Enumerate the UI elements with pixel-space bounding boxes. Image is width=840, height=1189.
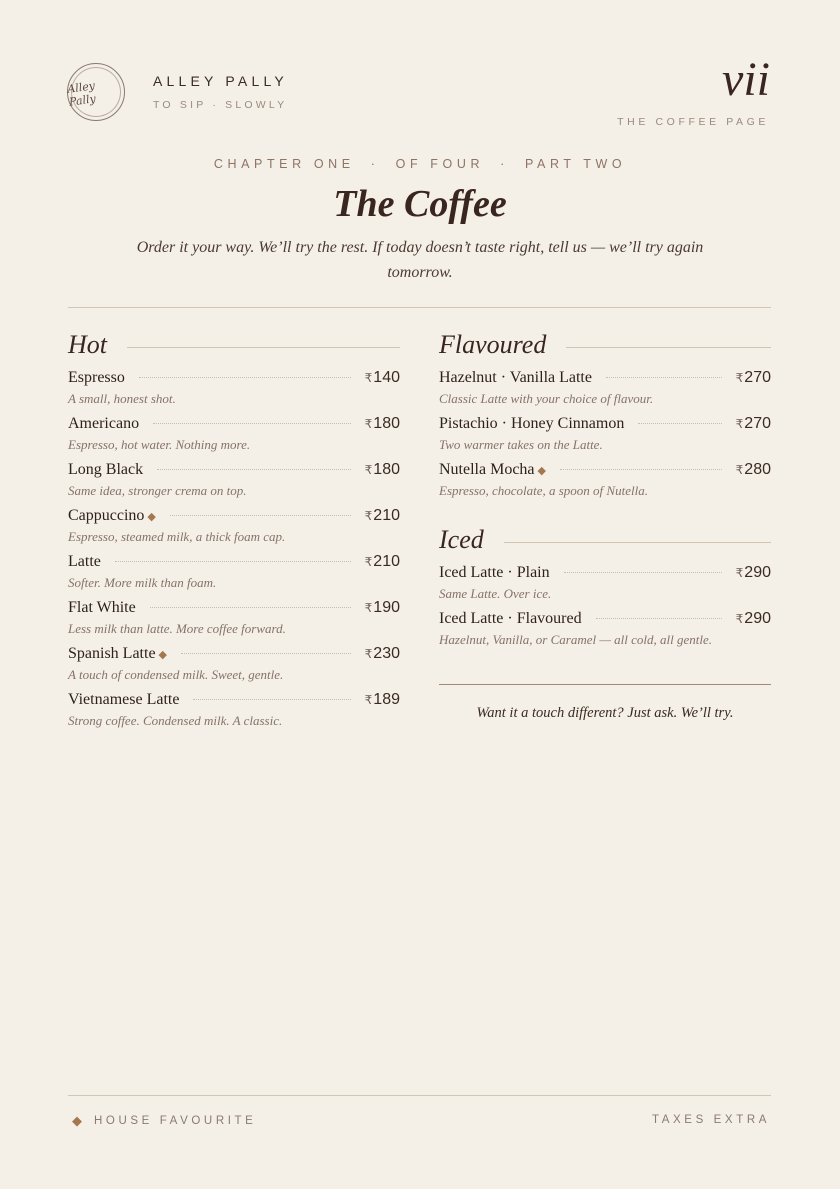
brand-name: ALLEY PALLY [153, 73, 288, 89]
divider [68, 307, 771, 308]
rupee-symbol: ₹ [364, 647, 373, 661]
dotted-leader [564, 572, 722, 573]
menu-item-row [68, 507, 400, 528]
item-name: Pistachio · Honey Cinnamon [439, 415, 625, 432]
item-name: Latte [68, 553, 101, 570]
rupee-symbol: ₹ [364, 463, 373, 477]
menu-item-row [439, 564, 771, 585]
item-price [365, 553, 400, 571]
brand-block [153, 73, 288, 111]
menu-item-row [68, 369, 400, 390]
favourite-legend [72, 1113, 256, 1129]
page-number: vii [722, 53, 770, 106]
price-amount: 290 [744, 610, 771, 627]
rupee-symbol: ₹ [364, 371, 373, 385]
item-description: Espresso, hot water. Nothing more. [68, 437, 251, 452]
diamond-icon: ◆ [147, 511, 156, 523]
hot-column [68, 330, 400, 737]
item-price [365, 599, 400, 617]
price-amount: 140 [373, 369, 400, 386]
item-name: Iced Latte · Flavoured [439, 610, 582, 627]
section-rule [127, 347, 400, 348]
kicker-part: PART TWO [525, 157, 627, 171]
price-amount: 190 [373, 599, 400, 616]
menu-item [68, 507, 400, 553]
menu-list-iced [439, 564, 771, 656]
menu-item-row [68, 645, 400, 666]
rupee-symbol: ₹ [364, 693, 373, 707]
footer-divider [68, 1095, 771, 1096]
price-amount: 189 [373, 691, 400, 708]
item-name: Long Black [68, 461, 144, 478]
price-amount: 290 [744, 564, 771, 581]
item-description: Espresso, steamed milk, a thick foam cap. [68, 529, 286, 544]
item-description: Hazelnut, Vanilla, or Caramel — all cold, all gentle. [439, 632, 712, 647]
menu-item-row [68, 691, 400, 712]
menu-item-row [439, 461, 771, 482]
section-header-iced [439, 525, 771, 555]
item-description: A touch of condensed milk. Sweet, gentle. [68, 667, 284, 682]
item-name: Espresso [68, 369, 125, 386]
price-amount: 270 [744, 415, 771, 432]
menu-item-row [439, 369, 771, 390]
item-price [736, 461, 771, 479]
menu-item [68, 553, 400, 599]
item-description: Same idea, stronger crema on top. [68, 483, 247, 498]
menu-item [68, 599, 400, 645]
item-price [365, 507, 400, 525]
dotted-leader [115, 561, 351, 562]
section-title-flavoured: Flavoured [439, 330, 547, 359]
item-name: Hazelnut · Vanilla Latte [439, 369, 592, 386]
menu-item-row [439, 415, 771, 436]
diamond-icon: ◆ [72, 1113, 82, 1128]
menu-item [68, 691, 400, 737]
item-price [365, 369, 400, 387]
menu-item [439, 564, 771, 610]
dotted-leader [606, 377, 722, 378]
item-name: Nutella Mocha [439, 461, 535, 478]
menu-item [68, 369, 400, 415]
section-rule [566, 347, 771, 348]
price-amount: 280 [744, 461, 771, 478]
item-name: Cappuccino [68, 507, 145, 524]
item-description: Same Latte. Over ice. [439, 586, 552, 601]
chapter-kicker [0, 157, 840, 171]
dotted-leader [150, 607, 351, 608]
rupee-symbol: ₹ [735, 566, 744, 580]
rupee-symbol: ₹ [735, 371, 744, 385]
menu-item [68, 461, 400, 507]
intro-text: Order it your way. We’ll try the rest. If today doesn’t taste right, tell us — we’ll try again tomorrow. [136, 239, 704, 281]
price-amount: 180 [373, 461, 400, 478]
item-description: Less milk than latte. More coffee forward. [68, 621, 286, 636]
dotted-leader [181, 653, 351, 654]
item-description: Strong coffee. Condensed milk. A classic. [68, 713, 283, 728]
dotted-leader [170, 515, 351, 516]
dotted-leader [153, 423, 351, 424]
item-price [736, 610, 771, 628]
item-price [365, 645, 400, 663]
menu-item [439, 610, 771, 656]
item-name: Iced Latte · Plain [439, 564, 550, 581]
item-price [365, 415, 400, 433]
price-amount: 270 [744, 369, 771, 386]
rupee-symbol: ₹ [735, 612, 744, 626]
item-price [736, 369, 771, 387]
rupee-symbol: ₹ [735, 463, 744, 477]
menu-item [68, 415, 400, 461]
menu-item-row [68, 461, 400, 482]
item-price [736, 415, 771, 433]
diamond-icon: ◆ [537, 465, 546, 477]
rupee-symbol: ₹ [364, 509, 373, 523]
kicker-of-four: OF FOUR [395, 157, 485, 171]
menu-item [439, 461, 771, 507]
flavoured-iced-column [439, 330, 771, 656]
item-name: Americano [68, 415, 140, 432]
kicker-separator: · [500, 157, 509, 171]
menu-item-row [68, 553, 400, 574]
dotted-leader [596, 618, 722, 619]
menu-item [68, 645, 400, 691]
price-amount: 180 [373, 415, 400, 432]
item-description: Classic Latte with your choice of flavour. [439, 391, 654, 406]
logo-badge [67, 63, 125, 121]
rupee-symbol: ₹ [364, 555, 373, 569]
rupee-symbol: ₹ [735, 417, 744, 431]
kicker-separator: · [370, 157, 380, 171]
item-price [365, 461, 400, 479]
item-price [365, 691, 400, 709]
item-description: A small, honest shot. [68, 391, 176, 406]
price-amount: 210 [373, 553, 400, 570]
item-name: Vietnamese Latte [68, 691, 180, 708]
item-description: Softer. More milk than foam. [68, 575, 217, 590]
item-name: Spanish Latte [68, 645, 156, 662]
taxes-note: TAXES EXTRA [652, 1114, 770, 1126]
dotted-leader [638, 423, 721, 424]
item-description: Two warmer takes on the Latte. [439, 437, 603, 452]
diamond-icon: ◆ [158, 649, 168, 661]
dotted-leader [139, 377, 351, 378]
kicker-chapter: CHAPTER ONE [213, 157, 355, 171]
item-name: Flat White [68, 599, 136, 616]
cta-divider [439, 684, 771, 685]
menu-item [439, 369, 771, 415]
brand-tagline: TO SIP · SLOWLY [153, 99, 288, 111]
menu-list-flavoured [439, 369, 771, 507]
iced-section [439, 525, 771, 656]
menu-item [439, 415, 771, 461]
item-description: Espresso, chocolate, a spoon of Nutella. [439, 483, 648, 498]
page-title: The Coffee [333, 183, 507, 225]
section-header-flavoured [439, 330, 771, 360]
section-title-iced: Iced [439, 525, 484, 554]
item-price [736, 564, 771, 582]
page-label: THE COFFEE PAGE [617, 116, 769, 128]
price-amount: 230 [373, 645, 400, 662]
price-amount: 210 [373, 507, 400, 524]
section-title-hot: Hot [68, 330, 107, 359]
menu-item-row [68, 415, 400, 436]
rupee-symbol: ₹ [364, 417, 373, 431]
logo-text: Alley Pally [66, 79, 97, 109]
menu-item-row [68, 599, 400, 620]
dotted-leader [157, 469, 351, 470]
cta-text: Want it a touch different? Just ask. We’ll try. [476, 705, 734, 721]
section-rule [504, 542, 771, 543]
dotted-leader [193, 699, 350, 700]
dotted-leader [560, 469, 722, 470]
rupee-symbol: ₹ [364, 601, 373, 615]
menu-item-row [439, 610, 771, 631]
menu-list-hot [68, 369, 400, 737]
section-header-hot [68, 330, 400, 360]
legend-label: HOUSE FAVOURITE [94, 1115, 257, 1127]
